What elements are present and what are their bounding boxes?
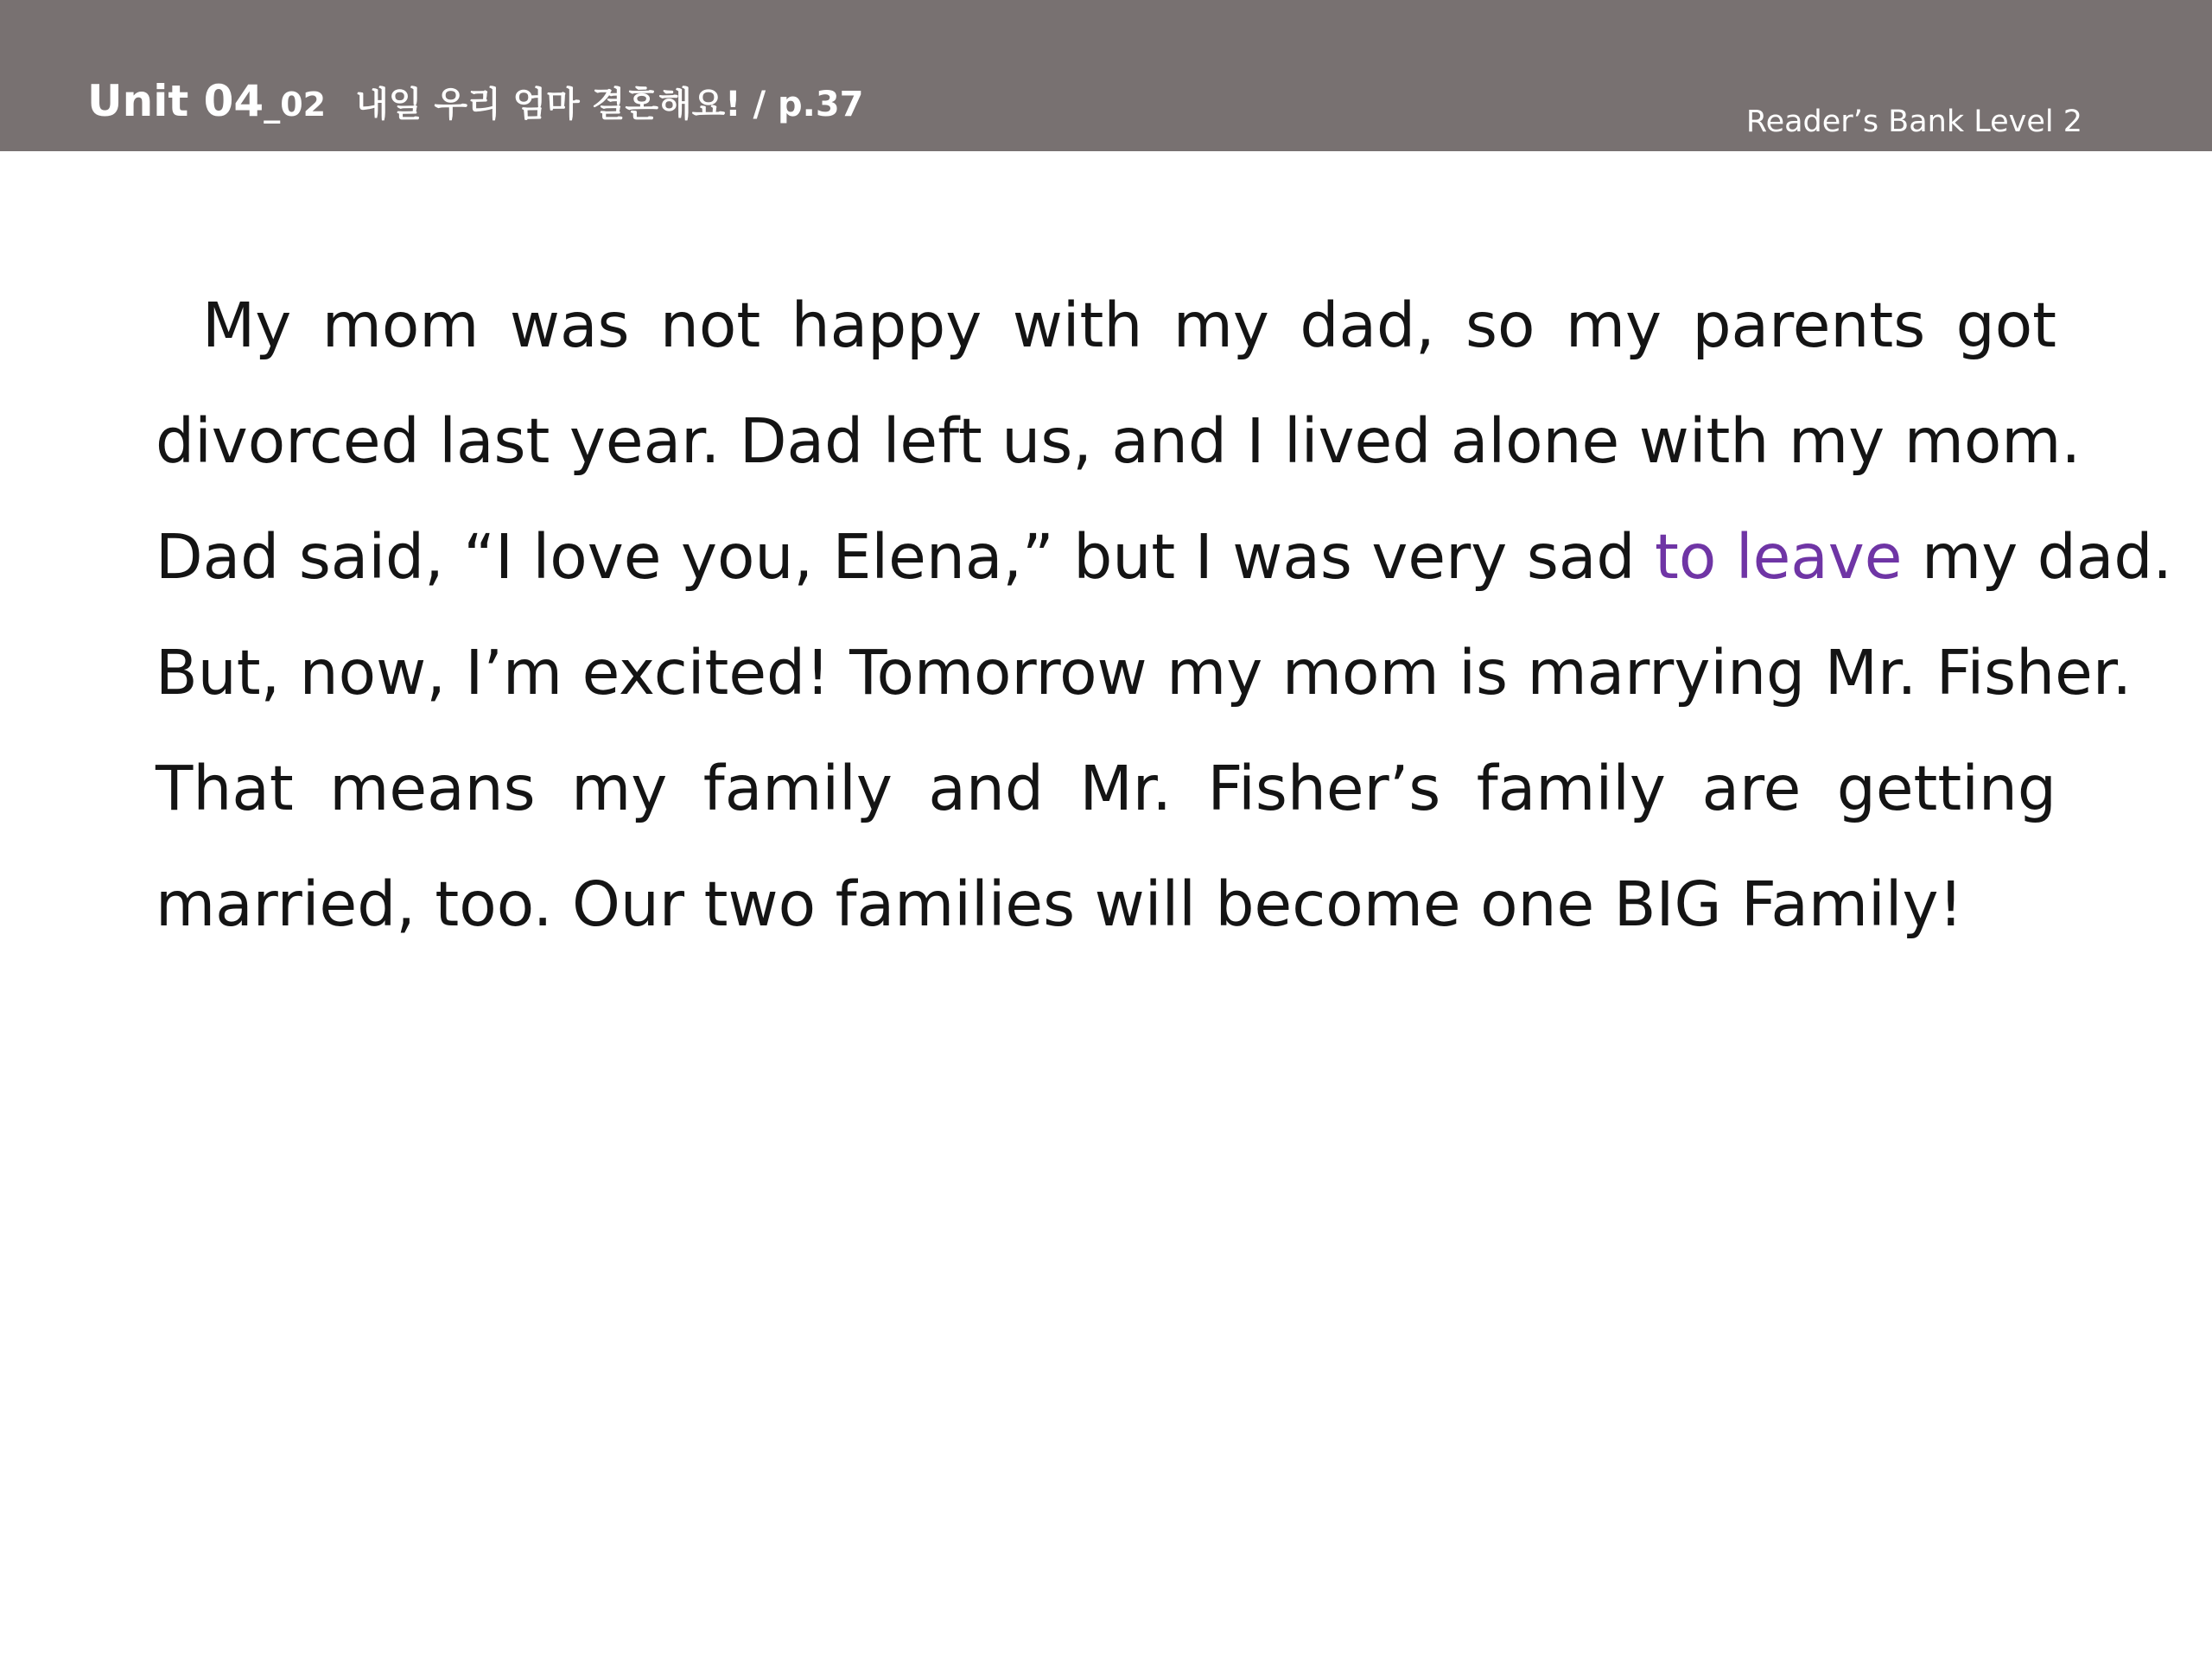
header-bar — [0, 0, 2212, 151]
passage-line-3 — [156, 499, 2173, 615]
passage-line-3-start: Dad said, “I love you, Elena,” but I was very sad — [156, 521, 1655, 593]
unit-korean-title: 내일 우리 엄마 결혼해요! / p.37 — [355, 85, 864, 124]
passage-line-2: divorced last year. Dad left us, and I lived alone with my mom. — [156, 405, 2082, 477]
unit-title — [87, 71, 864, 135]
highlighted-phrase: to leave — [1655, 521, 1903, 593]
unit-number: Unit 04 — [87, 76, 264, 126]
passage-line-6: married, too. Our two families will become one BIG Family! — [156, 868, 1963, 940]
unit-subnumber: _02 — [264, 86, 327, 124]
passage-line-3-end: my dad. — [1902, 521, 2173, 593]
reading-passage — [156, 268, 2173, 963]
passage-line-5: That means my family and Mr. Fisher’s family are getting — [156, 753, 2056, 824]
passage-line-1: My mom was not happy with my dad, so my parents got — [202, 289, 2056, 361]
passage-line-4: But, now, I’m excited! Tomorrow my mom is marrying Mr. Fisher. — [156, 637, 2133, 709]
book-label: Reader’s Bank Level 2 — [1745, 105, 2082, 139]
